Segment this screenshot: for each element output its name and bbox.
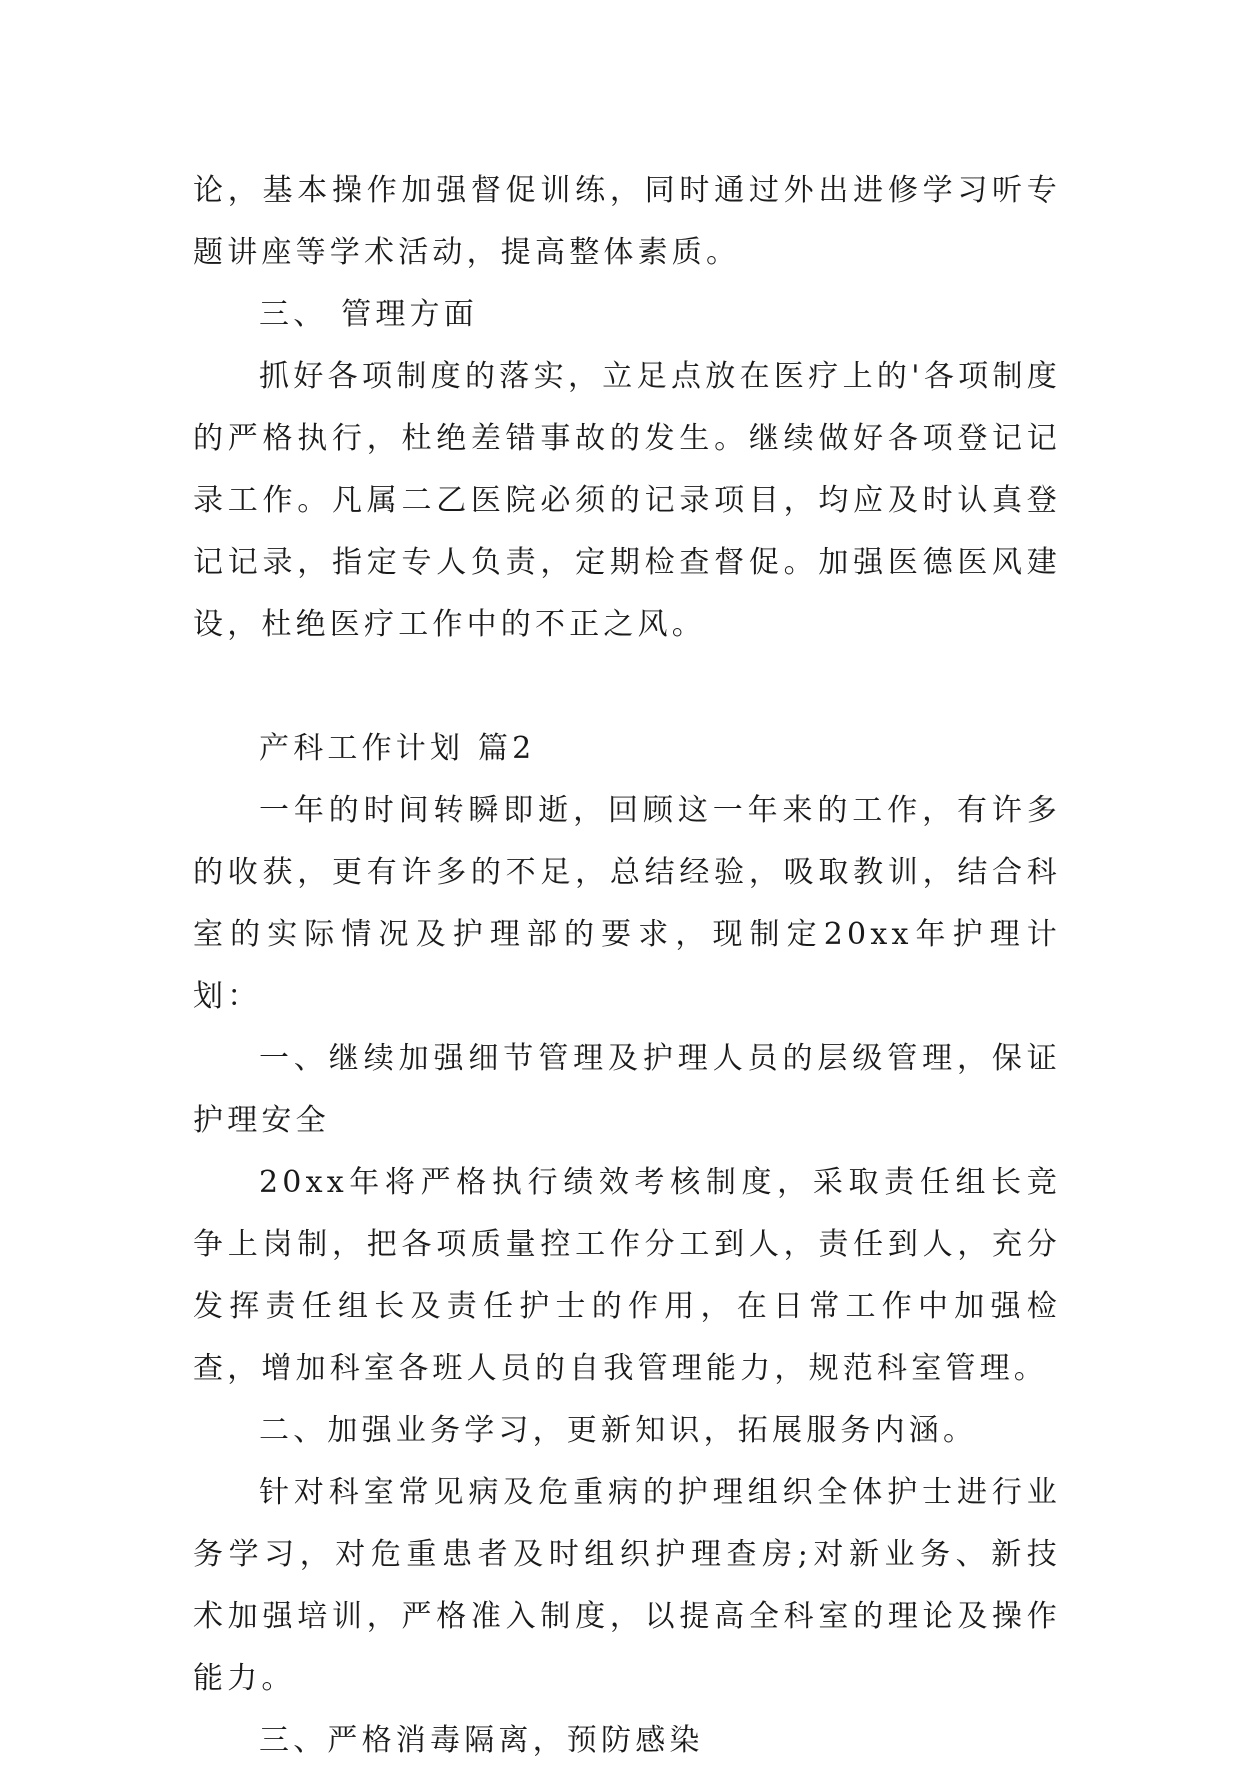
- section-heading-1: 一、继续加强细节管理及护理人员的层级管理，保证护理安全: [193, 1041, 1061, 1138]
- paragraph-continuation: 论，基本操作加强督促训练，同时通过外出进修学习听专题讲座等学术活动，提高整体素质。: [193, 173, 1061, 270]
- blank-line: [193, 656, 1061, 718]
- article-title: 产科工作计划 篇2: [259, 731, 536, 766]
- paragraph-section-1: 20xx年将严格执行绩效考核制度，采取责任组长竞争上岗制，把各项质量控工作分工到人，责任到人，充分发挥责任组长及责任护士的作用，在日常工作中加强检查，增加科室各班人员的自我管理能力，规范科室管理。: [193, 1165, 1061, 1386]
- paragraph-intro: 一年的时间转瞬即逝，回顾这一年来的工作，有许多的收获，更有许多的不足，总结经验，吸取教训，结合科室的实际情况及护理部的要求，现制定20xx年护理计划：: [193, 793, 1061, 1014]
- document-body: [193, 160, 1061, 1772]
- paragraph-section-2: 针对科室常见病及危重病的护理组织全体护士进行业务学习，对危重患者及时组织护理查房;对新业务、新技术加强培训，严格准入制度，以提高全科室的理论及操作能力。: [193, 1475, 1061, 1696]
- paragraph-management: 抓好各项制度的落实，立足点放在医疗上的'各项制度的严格执行，杜绝差错事故的发生。继续做好各项登记记录工作。凡属二乙医院必须的记录项目，均应及时认真登记记录，指定专人负责，定期检查督促。加强医德医风建设，杜绝医疗工作中的不正之风。: [193, 359, 1061, 642]
- section-heading-management: 三、 管理方面: [259, 297, 478, 332]
- section-heading-2: 二、加强业务学习，更新知识，拓展服务内涵。: [259, 1413, 978, 1448]
- section-heading-3: 三、严格消毒隔离，预防感染: [259, 1723, 704, 1758]
